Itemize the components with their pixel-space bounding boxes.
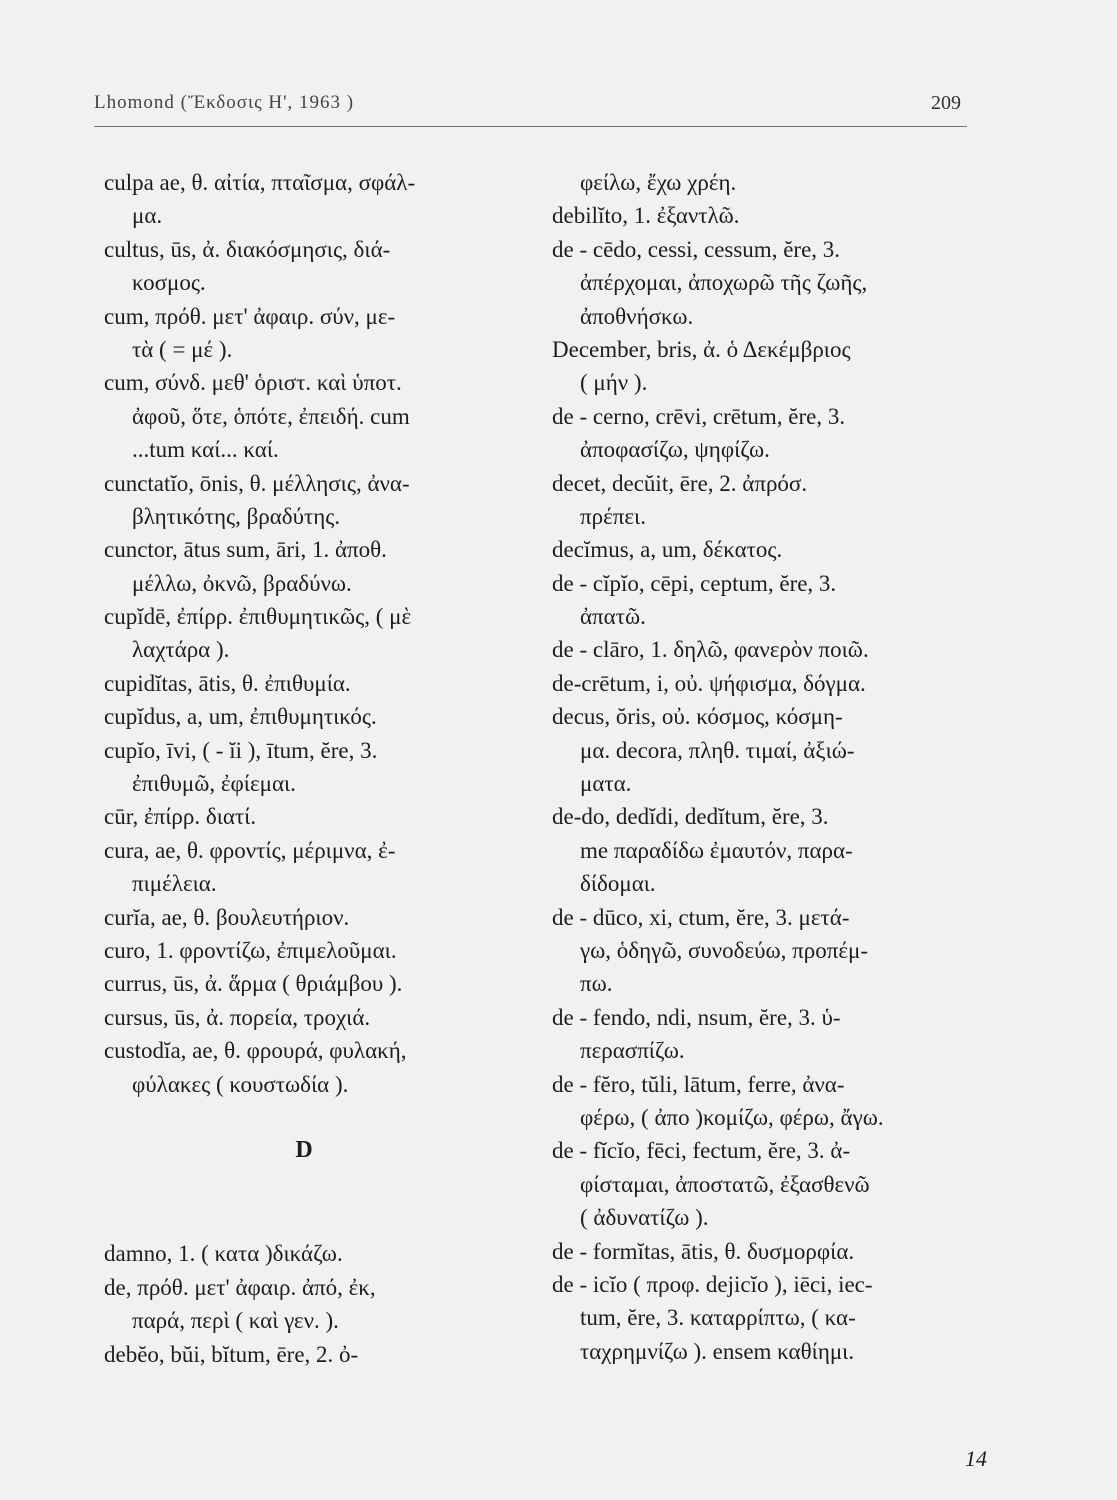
entry-line: currus, ūs, ἀ. ἅρμα ( θριάμβου ). [104,971,403,997]
dictionary-entry [552,1068,992,1135]
entry-line: cum, σύνδ. μεθ' ὁριστ. καὶ ὑποτ. [104,370,402,396]
entry-line: me παραδίδω ἐμαυτόν, παρα- [580,837,853,863]
entry-line: culpa ae, θ. αἰτία, πταῖσμα, σφάλ- [104,170,416,195]
dictionary-entry [104,1271,524,1338]
dictionary-entry [552,901,992,1001]
signature-mark: 14 [965,1446,987,1471]
entry-line: ἀφοῦ, ὅτε, ὁπότε, ἐπειδή. cum [132,403,410,429]
entry-line: de - cēdo, cessi, cessum, ĕre, 3. [552,236,841,262]
entry-line: ἀπατῶ. [580,604,646,630]
section-letter-heading: D [295,1136,313,1163]
dictionary-entry [104,834,524,901]
dictionary-entry [104,233,524,300]
entry-line: λαχτάρα ). [132,637,230,663]
entry-line: de - fĕro, tŭli, lātum, ferre, ἀνα- [552,1071,845,1097]
entry-line: πιμέλεια. [132,871,217,897]
dictionary-entry [104,934,524,967]
dictionary-entry [104,366,524,466]
entry-line: μα. [132,203,163,229]
dictionary-entry [552,633,992,666]
entry-line: cupĭo, īvi, ( - ĭi ), ītum, ĕre, 3. [104,737,378,763]
entry-line: cunctatĭo, ōnis, θ. μέλλησις, ἀνα- [104,470,410,496]
entry-line: de - formĭtas, ātis, θ. δυσμορφία. [552,1238,855,1264]
entry-line: ἀποφασίζω, ψηφίζω. [580,437,770,463]
entry-line: βλητικότης, βραδύτης. [132,503,341,529]
entry-line: τὰ ( = μέ ). [132,336,233,362]
entry-line: φέρω, ( ἀπο )κομίζω, φέρω, ἄγω. [580,1104,884,1130]
entry-line: cupĭdus, a, um, ἐπιθυμητικός. [104,704,377,730]
entry-line: damno, 1. ( κατα )δικάζω. [104,1241,343,1267]
dictionary-entry [552,800,992,900]
entry-line: ( ἀδυνατίζω ). [580,1205,709,1231]
entry-line: περασπίζω. [580,1038,685,1064]
entry-line: φύλακες ( κουστωδία ). [132,1071,349,1097]
entry-line: cunctor, ātus sum, āri, 1. ἀποθ. [104,537,387,563]
entry-line: ἀποθνήσκω. [580,303,694,329]
entry-line: cum, πρόθ. μετ' ἀφαιρ. σύν, με- [104,303,396,329]
right-column [552,166,992,1368]
entry-line: curo, 1. φροντίζω, ἐπιμελοῦμαι. [104,937,397,963]
dictionary-entry [552,1001,992,1068]
entry-line: πω. [580,971,613,997]
dictionary-entry [552,1268,992,1368]
entry-line: μέλλω, ὀκνῶ, βραδύνω. [132,570,352,596]
dictionary-entry [104,300,524,367]
dictionary-entry [104,533,524,600]
dictionary-entry [104,901,524,934]
entry-line: cupidĭtas, ātis, θ. ἐπιθυμία. [104,670,351,696]
entry-line: φίσταμαι, ἀποστατῶ, ἐξασθενῶ [580,1171,870,1197]
page-header [94,92,967,122]
entry-line: custodĭa, ae, θ. φρουρά, φυλακή, [104,1038,407,1064]
entry-line: μα. decora, πληθ. τιμαί, ἀξιώ- [580,737,855,763]
entry-line: ( μήν ). [580,370,648,396]
dictionary-entry [552,667,992,700]
dictionary-entry [552,533,992,566]
entry-line: curĭa, ae, θ. βουλευτήριον. [104,904,350,930]
entry-line: ματα. [580,771,632,797]
entry-line: de, πρόθ. μετ' ἀφαιρ. ἀπό, ἐκ, [104,1274,376,1300]
dictionary-entry [552,166,992,199]
dictionary-entry [104,1338,524,1371]
dictionary-entry [552,233,992,333]
dictionary-entry [552,400,992,467]
dictionary-entry [104,967,524,1000]
dictionary-entry [552,199,992,232]
dictionary-entry [552,1235,992,1268]
dictionary-entry [104,166,524,233]
entry-line: ταχρημνίζω ). ensem καθίημι. [580,1338,855,1364]
header-rule [94,126,967,127]
dictionary-entry [552,567,992,634]
entry-line: decĭmus, a, um, δέκατος. [552,537,783,563]
entry-line: decus, ŏris, οὐ. κόσμος, κόσμη- [552,704,843,730]
entry-line: cūr, ἐπίρρ. διατί. [104,804,257,830]
entry-line: de - cerno, crēvi, crētum, ĕre, 3. [552,403,846,429]
dictionary-entry [104,1034,524,1101]
dictionary-entry [104,467,524,534]
entry-line: cursus, ūs, ἀ. πορεία, τροχιά. [104,1004,371,1030]
entry-line: de - icĭo ( προφ. dejicĭo ), iēci, iec- [552,1271,873,1297]
entry-line: de - fendo, ndi, nsum, ĕre, 3. ὑ- [552,1004,841,1030]
entry-line: December, bris, ἀ. ὁ Δεκέμβριος [552,336,851,362]
dictionary-entry [552,700,992,800]
entry-line: de - clāro, 1. δηλῶ, φανερὸν ποιῶ. [552,637,869,663]
entry-line: tum, ĕre, 3. καταρρίπτω, ( κα- [580,1305,856,1331]
page-number: 209 [931,92,961,114]
entry-line: cultus, ūs, ἀ. διακόσμησις, διά- [104,236,391,262]
entry-line: decet, decŭit, ēre, 2. ἀπρόσ. [552,470,808,496]
dictionary-entry [104,800,524,833]
dictionary-entry [104,667,524,700]
entry-line: δίδομαι. [580,871,656,897]
dictionary-entry [104,734,524,801]
entry-line: ἐπιθυμῶ, ἐφίεμαι. [132,771,296,797]
entry-line: γω, ὁδηγῶ, συνοδεύω, προπέμ- [580,937,869,963]
entry-line: cupĭdē, ἐπίρρ. ἐπιθυμητικῶς, ( μὲ [104,604,412,630]
entry-line: κοσμος. [132,270,206,296]
entry-line: debĕo, bŭi, bĭtum, ēre, 2. ὀ- [104,1341,359,1367]
entry-line: de - cĭpĭo, cēpi, ceptum, ĕre, 3. [552,570,837,596]
dictionary-entry [104,600,524,667]
entry-line: cura, ae, θ. φροντίς, μέριμνα, ἐ- [104,837,396,863]
dictionary-entry [552,333,992,400]
entry-line: ...tum καί... καί. [132,437,279,463]
entry-line: ἀπέρχομαι, ἀποχωρῶ τῆς ζωῆς, [580,270,868,296]
dictionary-entry [104,1001,524,1034]
entry-line: de - fĭcĭo, fēci, fectum, ĕre, 3. ἀ- [552,1138,851,1164]
dictionary-entry [104,1237,524,1270]
entry-line: φείλω, ἔχω χρέη. [580,170,737,195]
entry-line: debilĭto, 1. ἐξαντλῶ. [552,203,740,229]
dictionary-entry [552,467,992,534]
entry-line: πρέπει. [580,503,646,529]
entry-line: de-crētum, i, οὐ. ψήφισμα, δόγμα. [552,670,866,696]
entry-line: παρά, περὶ ( καὶ γεν. ). [132,1308,339,1334]
entry-line: de-do, dedĭdi, dedĭtum, ĕre, 3. [552,804,829,830]
dictionary-entry [104,700,524,733]
entry-line: de - dūco, xi, ctum, ĕre, 3. μετά- [552,904,850,930]
dictionary-entry [552,1134,992,1234]
running-title: Lhomond (Ἔκδοσις Η', 1963 ) [94,92,355,113]
left-column [104,166,524,1371]
